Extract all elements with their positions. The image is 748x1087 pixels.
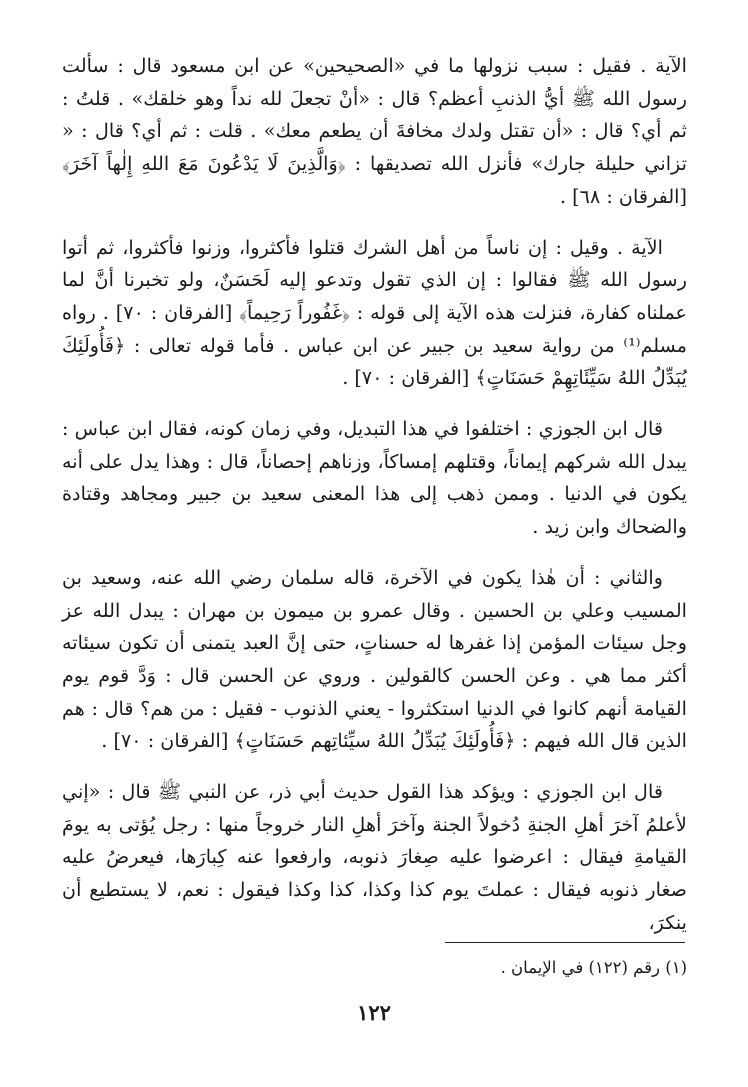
footnote: (١) رقم (١٢٢) في الإيمان .	[500, 958, 687, 977]
page-number: ١٢٢	[357, 1000, 391, 1025]
main-text	[62, 50, 687, 940]
paragraph-1: الآية . فقيل : سبب نزولها ما في «الصحيحين» عن ابن مسعود قال : سألت رسول الله ﷺ أيُّ الذنبِ أعظم؟ قال : «أنْ تجعلَ لله نداً وهو خلقك» . قلتُ : ثم أي؟ قال : «أن تقتل ولدك مخافةَ أن يطعم معك» . قلت : ثم أي؟ قال : « تزاني حليلة جارك» فأنزل الله تصديقها : ﴿وَالَّذِينَ لَا يَدْعُونَ مَعَ اللهِ إِلٰهاً آخَرَ﴾ [الفرقان : ٦٨] .	[62, 54, 687, 208]
paragraph-5: قال ابن الجوزي : ويؤكد هذا القول حديث أبي ذر، عن النبي ﷺ قال : «إني لأعلمُ آخرَ أهلِ الجنةِ دُخولاً الجنة وآخرَ أهلِ النار خروجاً منها : رجل يُؤتى به يومَ القيامةِ فيقال : اعرضوا عليه صِغارَ ذنوبه، وارفعوا عنه كِبارَها، فيعرضُ عليه صغار ذنوبه فيقال : عملتَ يوم كذا وكذا، كذا وكذا فيقول : نعم، لا يستطيع أن ينكرَ،	[62, 780, 687, 934]
paragraph-2: الآية . وقيل : إن ناساً من أهل الشرك قتلوا فأكثروا، وزنوا فأكثروا، ثم أتوا رسول الله ﷺ فقالوا : إن الذي تقول وتدعو إليه لَحَسَنٌ، ولو تخبرنا أنَّ لما عملناه كفارة، فنزلت هذه الآية إلى قوله : ﴿غَفُوراً رَحِيماً﴾ [الفرقان : ٧٠] . رواه مسلم⁽¹⁾ من رواية سعيد بن جبير عن ابن عباس . فأما قوله تعالى : ﴿فَأُولَئِكَ يُبَدِّلُ اللهُ سَيِّئَاتِهِمْ حَسَنَاتٍ﴾ [الفرقان : ٧٠] .	[62, 235, 687, 390]
footnote-divider	[445, 942, 685, 943]
paragraph-4: والثاني : أن هٰذا يكون في الآخرة، قاله سلمان رضي الله عنه، وسعيد بن المسيب وعلي بن الحسين . وقال عمرو بن ميمون بن مهران : يبدل الله عز وجل سيئات المؤمن إذا غفرها له حسناتٍ، حتى إنَّ العبد يتمنى أن تكون سيئاته أكثر مما هي . وعن الحسن كالقولين . وروي عن الحسن قال : وَدَّ قوم يوم القيامة أنهم كانوا في الدنيا استكثروا - يعني الذنوب - فقيل : من هم؟ قال : هم الذين قال الله فيهم : ﴿فَأُولَئِكَ يُبَدِّلُ اللهُ سيِّئاتِهم حَسَنَاتٍ﴾ [الفرقان : ٧٠] .	[62, 565, 687, 753]
paragraph-3: قال ابن الجوزي : اختلفوا في هذا التبديل، وفي زمان كونه، فقال ابن عباس : يبدل الله شركهم إيماناً، وقتلهم إمساكاً، وزناهم إحصاناً، قال : وهذا يدل على أنه يكون في الدنيا . وممن ذهب إلى هذا المعنى سعيد بن جبير ومجاهد وقتادة والضحاك وابن زيد .	[62, 417, 687, 539]
